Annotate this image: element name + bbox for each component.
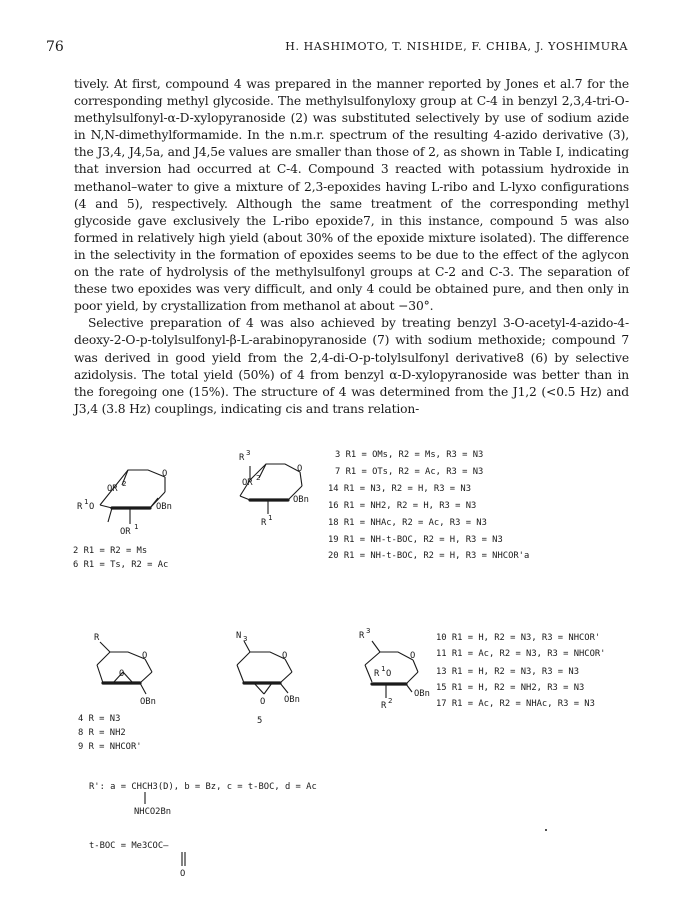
epoxide-oxygen-c: O: [119, 669, 125, 679]
list-d-item-3: 13 R1 = H, R2 = N3, R3 = N3: [436, 667, 579, 677]
label-obn-c: OBn: [140, 697, 156, 707]
legend-r-prime: R': a = CHCH3(D), b = Bz, c = t-BOC, d = Ac: [89, 782, 317, 792]
label-r1o-a: R: [77, 502, 83, 512]
list-b-item-3: 14 R1 = N3, R2 = H, R3 = N3: [328, 484, 471, 494]
label-r3-e: R: [359, 631, 365, 641]
sup-3-e: 3: [366, 626, 371, 635]
list-a-item-2: 6 R1 = Ts, R2 = Ac: [73, 560, 169, 570]
epoxide-oxygen-d: O: [260, 697, 266, 707]
sup-1-b: 1: [268, 513, 273, 522]
list-b-item-7: 20 R1 = NH-t-BOC, R2 = H, R3 = NHCOR'a: [328, 551, 530, 561]
label-r2-e: R: [381, 701, 387, 711]
sup-1-e: 1: [381, 664, 386, 673]
sup-2-a: 2: [122, 479, 127, 488]
label-obn-d: OBn: [284, 695, 300, 705]
sup-1-a: 1: [84, 497, 89, 506]
structure-epoxide-l-lyxo: [236, 631, 300, 707]
label-or1-a: OR: [120, 527, 131, 537]
list-b-item-4: 16 R1 = NH2, R2 = H, R3 = N3: [328, 501, 477, 511]
legend-nhco2bn: NHCO2Bn: [134, 807, 172, 817]
structure-epoxide-l-ribo: [94, 633, 156, 707]
list-c-item-1: 4 R = N3: [78, 714, 121, 724]
structure-xylopyranoside: [77, 469, 172, 537]
legend-tboc: t-BOC = Me3COC—: [89, 841, 169, 851]
label-obn-b: OBn: [293, 495, 309, 505]
list-d-item-2: 11 R1 = Ac, R2 = N3, R3 = NHCOR': [436, 649, 606, 659]
list-d-item-4: 15 R1 = H, R2 = NH2, R3 = N3: [436, 683, 585, 693]
ring-oxygen-d: O: [282, 651, 288, 661]
label-o-e: O: [386, 669, 392, 679]
sup-2-e: 2: [388, 696, 393, 705]
label-n-d: N: [236, 631, 242, 641]
sub-3-d: 3: [243, 634, 248, 643]
sup-2-b: 2: [256, 473, 261, 482]
label-r1-b: R: [261, 518, 267, 528]
label-compound-5: 5: [257, 716, 263, 726]
list-a-item-1: 2 R1 = R2 = Ms: [73, 546, 148, 556]
label-or2-b: OR: [242, 478, 253, 488]
ring-oxygen-a: O: [162, 469, 168, 479]
ring-oxygen-b: O: [297, 464, 303, 474]
paragraph-2: Selective preparation of 4 was also achieved by treating benzyl 3-O-acetyl-4-azido-4-deoxy-2-O-p-tolylsulfonyl-β-L-arabinopyranoside (7) with sodium methoxide; compound 7 was derived in good yield from the 2,4-di-O-p-tolylsulfonyl derivative8 (6) by selective azidolysis. The total yield (50%) of 4 from benzyl α-D-xylopyranoside was better than in the foregoing one (15%). The structure of 4 was determined from the J1,2 (<0.5 Hz) and J3,4 (3.8 Hz) couplings, indicating cis and trans relation-: [74, 316, 629, 416]
ring-oxygen-e: O: [410, 651, 416, 661]
label-r3-b: R: [239, 453, 245, 463]
paragraph-1: tively. At first, compound 4 was prepared in the manner reported by Jones et al.7 for the corresponding methyl glycoside. The methylsulfonyloxy group at C-4 in benzyl 2,3,4-tri-O-methylsulfonyl-α-D-xylopyranoside (2) was substituted selectively by use of sodium azide in N,N-dimethylformamide. In the n.m.r. spectrum of the resulting 4-azido derivative (3), the J3,4, J4,5a, and J4,5e values are smaller than those of 2, as shown in Table I, indicating that inversion had occurred at C-4. Compound 3 reacted with potassium hydroxide in methanol–water to give a mixture of 2,3-epoxides having L-ribo and L-lyxo configurations (4 and 5), respectively. Although the same treatment of the corresponding methyl glycoside gave exclusively the L-ribo epoxide7, in this instance, compound 5 was also formed in relatively high yield (about 30% of the epoxide mixture isolated). The difference in the selectivity in the formation of epoxides seems to be due to the effect of the aglycon on the rate of hydrolysis of the methylsulfonyl groups at C-2 and C-3. The separation of these two epoxides was very difficult, and only 4 could be obtained pure, and then only in poor yield, by crystallization from methanol at about −30°.: [74, 77, 629, 314]
list-d-item-1: 10 R1 = H, R2 = N3, R3 = NHCOR': [436, 633, 601, 643]
label-r1o-e: R: [374, 669, 380, 679]
structure-amino-sugar: [359, 626, 430, 711]
legend-tboc-oxygen: O: [180, 869, 186, 879]
ring-oxygen-c: O: [142, 651, 148, 661]
sup-1-a2: 1: [134, 522, 139, 531]
list-b-item-6: 19 R1 = NH-t-BOC, R2 = H, R3 = N3: [328, 535, 503, 545]
list-c-item-2: 8 R = NH2: [78, 728, 126, 738]
label-obn-a: OBn: [156, 502, 172, 512]
list-b-item-2: 7 R1 = OTs, R2 = Ac, R3 = N3: [335, 467, 484, 477]
page-number: 76: [46, 39, 64, 55]
label-o-a: O: [89, 502, 95, 512]
label-r-c: R: [94, 633, 100, 643]
structure-arabinopyranoside: [239, 448, 309, 528]
list-c-item-3: 9 R = NHCOR': [78, 742, 142, 752]
label-obn-e: OBn: [414, 689, 430, 699]
list-d-item-5: 17 R1 = Ac, R2 = NHAc, R3 = N3: [436, 699, 595, 709]
list-b-item-1: 3 R1 = OMs, R2 = Ms, R3 = N3: [335, 450, 484, 460]
list-b-item-5: 18 R1 = NHAc, R2 = Ac, R3 = N3: [328, 518, 487, 528]
sup-3-b: 3: [246, 448, 251, 457]
label-or2-a: OR: [107, 484, 118, 494]
running-head-authors: H. HASHIMOTO, T. NISHIDE, F. CHIBA, J. YOSHIMURA: [285, 40, 628, 53]
stray-dot: [545, 829, 547, 831]
